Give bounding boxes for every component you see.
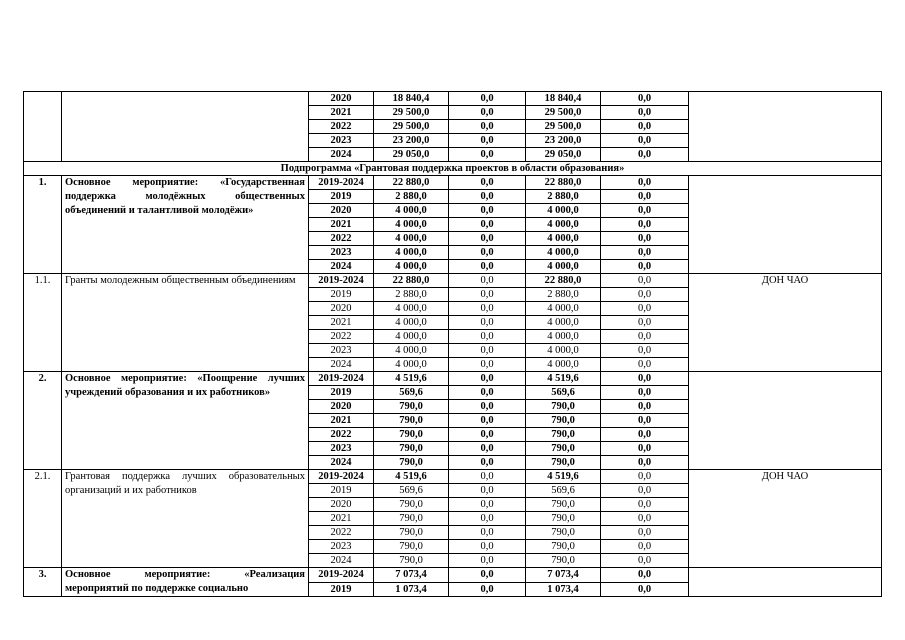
- row-number: 2.1.: [24, 470, 62, 568]
- total-cell: 790,0: [374, 428, 449, 442]
- year-cell: 2024: [309, 554, 374, 568]
- other-cell: 0,0: [601, 414, 689, 428]
- year-cell: 2019: [309, 190, 374, 204]
- total-cell: 4 000,0: [374, 302, 449, 316]
- name-cell: [62, 92, 309, 162]
- other-cell: 0,0: [601, 386, 689, 400]
- table-row: [24, 274, 882, 288]
- year-cell: 2020: [309, 204, 374, 218]
- total-cell: 29 050,0: [374, 148, 449, 162]
- federal-cell: 0,0: [449, 330, 526, 344]
- other-cell: 0,0: [601, 218, 689, 232]
- total-cell: 4 000,0: [374, 218, 449, 232]
- total-cell: 4 519,6: [374, 470, 449, 484]
- district-cell: 29 050,0: [526, 148, 601, 162]
- total-cell: 29 500,0: [374, 120, 449, 134]
- year-cell: 2021: [309, 218, 374, 232]
- year-cell: 2021: [309, 512, 374, 526]
- federal-cell: 0,0: [449, 582, 526, 597]
- other-cell: 0,0: [601, 232, 689, 246]
- year-cell: 2021: [309, 316, 374, 330]
- total-cell: 790,0: [374, 540, 449, 554]
- year-cell: 2023: [309, 442, 374, 456]
- district-cell: 4 000,0: [526, 204, 601, 218]
- federal-cell: 0,0: [449, 190, 526, 204]
- federal-cell: 0,0: [449, 568, 526, 583]
- year-cell: 2024: [309, 260, 374, 274]
- total-cell: 790,0: [374, 442, 449, 456]
- subprogram-title: Подпрограмма «Грантовая поддержка проектов в области образования»: [24, 162, 882, 176]
- district-cell: 23 200,0: [526, 134, 601, 148]
- budget-table: [23, 91, 882, 597]
- district-cell: 790,0: [526, 456, 601, 470]
- other-cell: 0,0: [601, 554, 689, 568]
- federal-cell: 0,0: [449, 498, 526, 512]
- federal-cell: 0,0: [449, 288, 526, 302]
- total-cell: 4 000,0: [374, 232, 449, 246]
- total-cell: 790,0: [374, 400, 449, 414]
- district-cell: 790,0: [526, 414, 601, 428]
- total-cell: 790,0: [374, 512, 449, 526]
- other-cell: 0,0: [601, 442, 689, 456]
- year-cell: 2021: [309, 414, 374, 428]
- other-cell: 0,0: [601, 176, 689, 190]
- district-cell: 790,0: [526, 428, 601, 442]
- subprogram-row: [24, 162, 882, 176]
- district-cell: 2 880,0: [526, 190, 601, 204]
- year-cell: 2019-2024: [309, 568, 374, 583]
- responsible-executor: [689, 372, 882, 470]
- activity-name: Основное мероприятие: «Государственная поддержка молодёжных общественных объединений и талантливой молодёжи»: [62, 176, 309, 274]
- row-number: 2.: [24, 372, 62, 470]
- federal-cell: 0,0: [449, 260, 526, 274]
- other-cell: 0,0: [601, 302, 689, 316]
- total-cell: 4 000,0: [374, 330, 449, 344]
- total-cell: 790,0: [374, 526, 449, 540]
- total-cell: 4 000,0: [374, 316, 449, 330]
- federal-cell: 0,0: [449, 246, 526, 260]
- federal-cell: 0,0: [449, 316, 526, 330]
- other-cell: 0,0: [601, 456, 689, 470]
- district-cell: 4 000,0: [526, 232, 601, 246]
- district-cell: 790,0: [526, 540, 601, 554]
- federal-cell: 0,0: [449, 106, 526, 120]
- activity-name: Основное мероприятие: «Реализация мероприятий по поддержке социально: [62, 568, 309, 597]
- responsible-executor: [689, 568, 882, 597]
- table-row: [24, 176, 882, 190]
- year-cell: 2023: [309, 540, 374, 554]
- year-cell: 2020: [309, 92, 374, 106]
- district-cell: 4 519,6: [526, 470, 601, 484]
- other-cell: 0,0: [601, 92, 689, 106]
- other-cell: 0,0: [601, 568, 689, 583]
- federal-cell: 0,0: [449, 484, 526, 498]
- total-cell: 790,0: [374, 498, 449, 512]
- total-cell: 569,6: [374, 484, 449, 498]
- other-cell: 0,0: [601, 148, 689, 162]
- federal-cell: 0,0: [449, 512, 526, 526]
- district-cell: 4 000,0: [526, 260, 601, 274]
- row-number: 1.: [24, 176, 62, 274]
- total-cell: 569,6: [374, 386, 449, 400]
- total-cell: 4 000,0: [374, 260, 449, 274]
- federal-cell: 0,0: [449, 92, 526, 106]
- total-cell: 4 000,0: [374, 344, 449, 358]
- federal-cell: 0,0: [449, 274, 526, 288]
- total-cell: 790,0: [374, 456, 449, 470]
- federal-cell: 0,0: [449, 232, 526, 246]
- year-cell: 2024: [309, 148, 374, 162]
- federal-cell: 0,0: [449, 400, 526, 414]
- other-cell: 0,0: [601, 540, 689, 554]
- year-cell: 2022: [309, 232, 374, 246]
- other-cell: 0,0: [601, 582, 689, 597]
- year-cell: 2024: [309, 456, 374, 470]
- other-cell: 0,0: [601, 260, 689, 274]
- table-body: [24, 92, 882, 597]
- federal-cell: 0,0: [449, 456, 526, 470]
- year-cell: 2019-2024: [309, 470, 374, 484]
- other-cell: 0,0: [601, 204, 689, 218]
- total-cell: 22 880,0: [374, 176, 449, 190]
- district-cell: 7 073,4: [526, 568, 601, 583]
- district-cell: 790,0: [526, 498, 601, 512]
- activity-name: Основное мероприятие: «Поощрение лучших учреждений образования и их работников»: [62, 372, 309, 470]
- district-cell: 22 880,0: [526, 274, 601, 288]
- district-cell: 790,0: [526, 442, 601, 456]
- table-row: [24, 372, 882, 386]
- federal-cell: 0,0: [449, 176, 526, 190]
- total-cell: 2 880,0: [374, 190, 449, 204]
- federal-cell: 0,0: [449, 218, 526, 232]
- federal-cell: 0,0: [449, 540, 526, 554]
- other-cell: 0,0: [601, 288, 689, 302]
- district-cell: 1 073,4: [526, 582, 601, 597]
- other-cell: 0,0: [601, 330, 689, 344]
- total-cell: 29 500,0: [374, 106, 449, 120]
- total-cell: 790,0: [374, 554, 449, 568]
- year-cell: 2022: [309, 428, 374, 442]
- total-cell: 4 000,0: [374, 358, 449, 372]
- district-cell: 569,6: [526, 386, 601, 400]
- responsible-cell: [689, 92, 882, 162]
- federal-cell: 0,0: [449, 526, 526, 540]
- other-cell: 0,0: [601, 484, 689, 498]
- district-cell: 4 000,0: [526, 316, 601, 330]
- district-cell: 790,0: [526, 554, 601, 568]
- year-cell: 2020: [309, 302, 374, 316]
- federal-cell: 0,0: [449, 358, 526, 372]
- federal-cell: 0,0: [449, 134, 526, 148]
- district-cell: 4 000,0: [526, 358, 601, 372]
- district-cell: 29 500,0: [526, 106, 601, 120]
- district-cell: 790,0: [526, 512, 601, 526]
- total-cell: 790,0: [374, 414, 449, 428]
- federal-cell: 0,0: [449, 302, 526, 316]
- federal-cell: 0,0: [449, 204, 526, 218]
- district-cell: 2 880,0: [526, 288, 601, 302]
- table-row: [24, 568, 882, 583]
- responsible-executor: [689, 176, 882, 274]
- other-cell: 0,0: [601, 358, 689, 372]
- total-cell: 22 880,0: [374, 274, 449, 288]
- activity-name: Гранты молодежным общественным объединениям: [62, 274, 309, 372]
- year-cell: 2019-2024: [309, 176, 374, 190]
- other-cell: 0,0: [601, 344, 689, 358]
- table-row: [24, 92, 882, 106]
- total-cell: 1 073,4: [374, 582, 449, 597]
- other-cell: 0,0: [601, 190, 689, 204]
- federal-cell: 0,0: [449, 554, 526, 568]
- other-cell: 0,0: [601, 106, 689, 120]
- other-cell: 0,0: [601, 316, 689, 330]
- year-cell: 2023: [309, 134, 374, 148]
- other-cell: 0,0: [601, 372, 689, 386]
- table-row: [24, 470, 882, 484]
- other-cell: 0,0: [601, 526, 689, 540]
- total-cell: 4 000,0: [374, 246, 449, 260]
- activity-name: Грантовая поддержка лучших образовательных организаций и их работников: [62, 470, 309, 568]
- total-cell: 4 519,6: [374, 372, 449, 386]
- total-cell: 2 880,0: [374, 288, 449, 302]
- year-cell: 2019: [309, 484, 374, 498]
- other-cell: 0,0: [601, 120, 689, 134]
- year-cell: 2022: [309, 330, 374, 344]
- federal-cell: 0,0: [449, 414, 526, 428]
- year-cell: 2019: [309, 582, 374, 597]
- other-cell: 0,0: [601, 498, 689, 512]
- total-cell: 23 200,0: [374, 134, 449, 148]
- year-cell: 2022: [309, 526, 374, 540]
- year-cell: 2019: [309, 288, 374, 302]
- other-cell: 0,0: [601, 274, 689, 288]
- year-cell: 2019-2024: [309, 274, 374, 288]
- district-cell: 790,0: [526, 400, 601, 414]
- other-cell: 0,0: [601, 428, 689, 442]
- federal-cell: 0,0: [449, 386, 526, 400]
- district-cell: 4 000,0: [526, 218, 601, 232]
- total-cell: 4 000,0: [374, 204, 449, 218]
- district-cell: 4 000,0: [526, 344, 601, 358]
- year-cell: 2020: [309, 498, 374, 512]
- responsible-executor: ДОН ЧАО: [689, 470, 882, 568]
- other-cell: 0,0: [601, 134, 689, 148]
- responsible-executor: ДОН ЧАО: [689, 274, 882, 372]
- district-cell: 4 000,0: [526, 246, 601, 260]
- year-cell: 2019-2024: [309, 372, 374, 386]
- other-cell: 0,0: [601, 512, 689, 526]
- federal-cell: 0,0: [449, 428, 526, 442]
- district-cell: 4 000,0: [526, 302, 601, 316]
- total-cell: 18 840,4: [374, 92, 449, 106]
- federal-cell: 0,0: [449, 470, 526, 484]
- other-cell: 0,0: [601, 246, 689, 260]
- row-number: 3.: [24, 568, 62, 597]
- federal-cell: 0,0: [449, 442, 526, 456]
- total-cell: 7 073,4: [374, 568, 449, 583]
- district-cell: 4 519,6: [526, 372, 601, 386]
- year-cell: 2021: [309, 106, 374, 120]
- row-number: 1.1.: [24, 274, 62, 372]
- other-cell: 0,0: [601, 470, 689, 484]
- year-cell: 2023: [309, 246, 374, 260]
- year-cell: 2019: [309, 386, 374, 400]
- year-cell: 2024: [309, 358, 374, 372]
- district-cell: 29 500,0: [526, 120, 601, 134]
- district-cell: 18 840,4: [526, 92, 601, 106]
- federal-cell: 0,0: [449, 120, 526, 134]
- other-cell: 0,0: [601, 400, 689, 414]
- district-cell: 22 880,0: [526, 176, 601, 190]
- federal-cell: 0,0: [449, 148, 526, 162]
- year-cell: 2022: [309, 120, 374, 134]
- year-cell: 2020: [309, 400, 374, 414]
- district-cell: 4 000,0: [526, 330, 601, 344]
- year-cell: 2023: [309, 344, 374, 358]
- district-cell: 790,0: [526, 526, 601, 540]
- district-cell: 569,6: [526, 484, 601, 498]
- federal-cell: 0,0: [449, 344, 526, 358]
- federal-cell: 0,0: [449, 372, 526, 386]
- num-cell: [24, 92, 62, 162]
